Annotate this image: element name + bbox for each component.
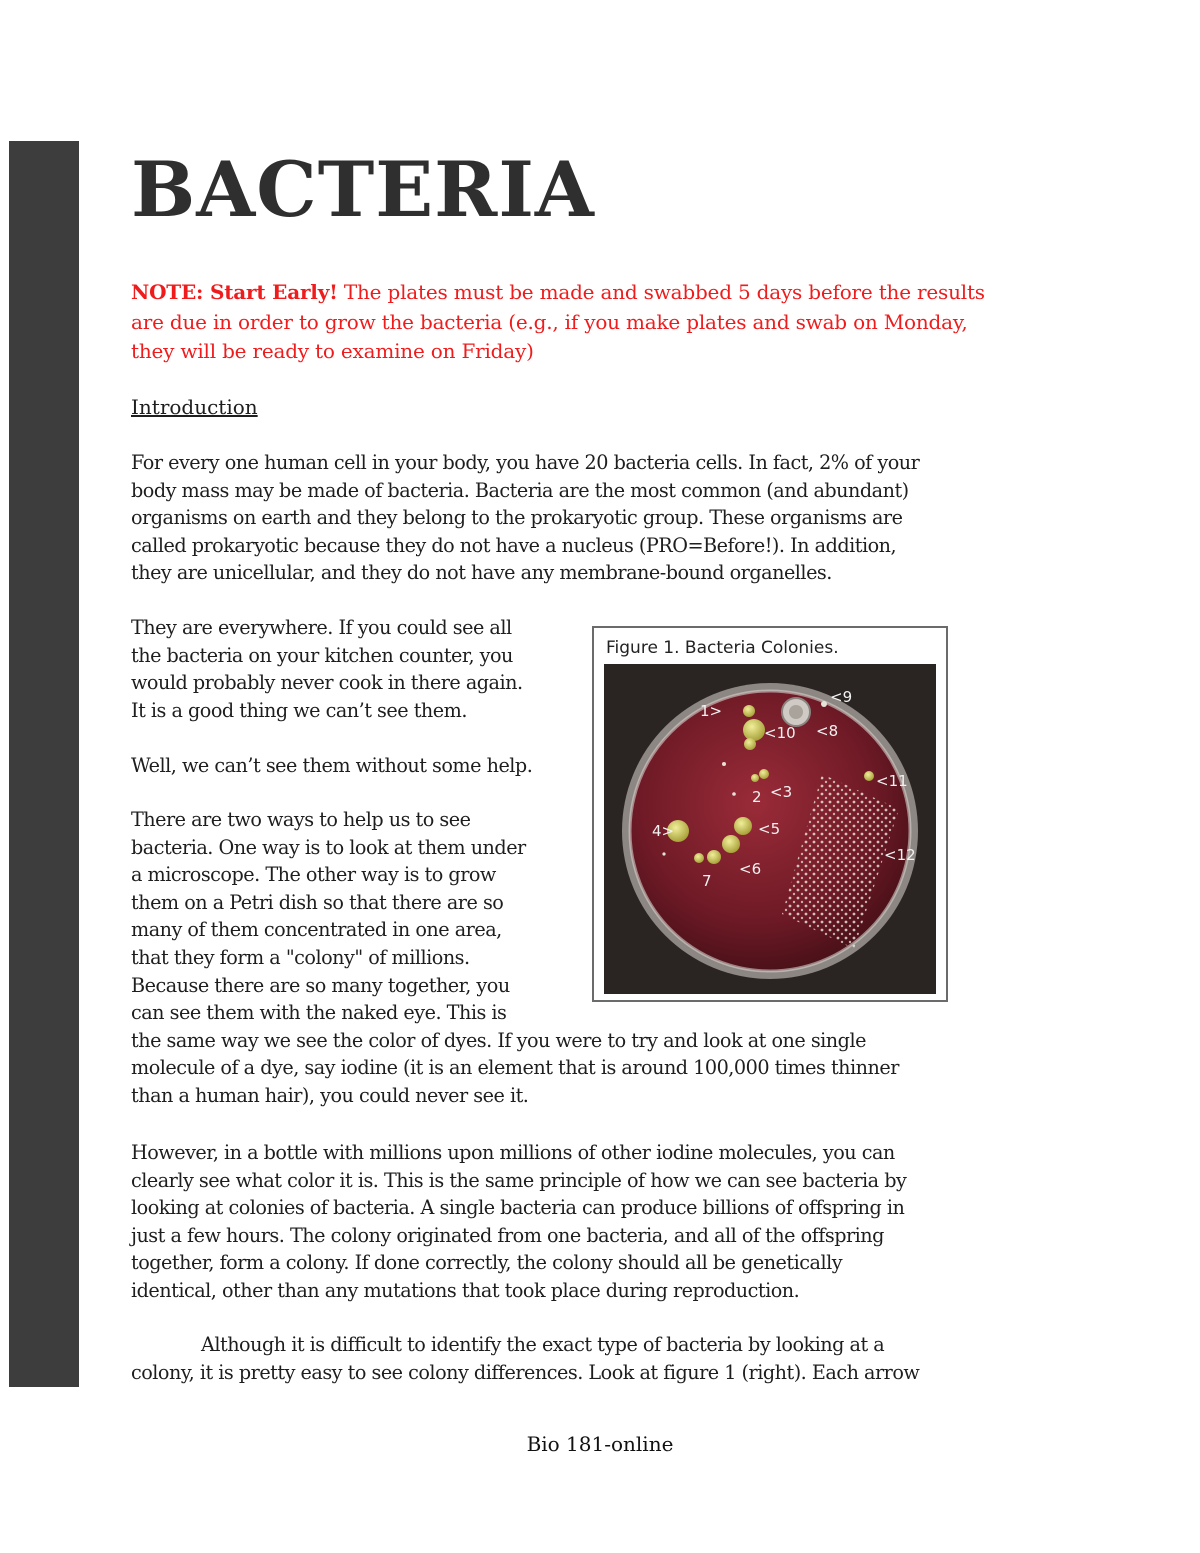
colony-label-12: <12	[884, 846, 916, 864]
text-line: For every one human cell in your body, you have 20 bacteria cells. In fact, 2% of your	[131, 451, 920, 474]
decorative-sidebar	[9, 141, 79, 1387]
colony-label-4: 4>	[652, 822, 675, 840]
text-line: would probably never cook in there again.	[131, 671, 523, 695]
colony-5	[734, 817, 752, 835]
text-line: molecule of a dye, say iodine (it is an element that is around 100,000 times thinner	[131, 1056, 899, 1080]
text-line: However, in a bottle with millions upon millions of other iodine molecules, you can	[131, 1141, 895, 1164]
text-line: There are two ways to help us to see	[131, 808, 471, 831]
text-line: Well, we can’t see them without some help.	[131, 754, 533, 777]
text-line: can see them with the naked eye. This is	[131, 1001, 507, 1025]
text-line: they are unicellular, and they do not have any membrane-bound organelles.	[131, 561, 832, 585]
colony-label-2: 2	[752, 788, 762, 806]
colony-label-6: <6	[739, 860, 762, 878]
paragraph-everywhere	[131, 614, 523, 724]
note-bold-lead: NOTE: Start Early!	[131, 280, 338, 304]
colony-1	[743, 705, 755, 717]
speck	[722, 762, 726, 766]
introduction-heading: Introduction	[131, 395, 258, 419]
text-line: clearly see what color it is. This is the same principle of how we can see bacteria by	[131, 1168, 907, 1192]
paragraph-help	[131, 752, 532, 780]
colony-label-10: <10	[764, 724, 796, 742]
text-line: the bacteria on your kitchen counter, you	[131, 643, 513, 667]
colony-10b	[744, 738, 756, 750]
paragraph-colony-differences	[131, 1331, 919, 1386]
text-line: Although it is difficult to identify the exact type of bacteria by looking at a	[201, 1333, 885, 1356]
colony-7	[694, 853, 704, 863]
text-line: them on a Petri dish so that there are so	[131, 890, 504, 914]
page-title: BACTERIA	[131, 145, 595, 234]
colony-6	[722, 835, 740, 853]
text-line: that they form a "colony" of millions.	[131, 945, 470, 969]
note-text: The plates must be made and swabbed 5 days before the results are due in order to grow the bacteria (e.g., if you make plates and swab on Monday, they will be ready to examine on Friday)	[131, 280, 985, 363]
text-line: body mass may be made of bacteria. Bacteria are the most common (and abundant)	[131, 478, 909, 502]
text-line: just a few hours. The colony originated from one bacteria, and all of the offspring	[131, 1223, 884, 1247]
figure-1	[592, 626, 948, 1002]
figure-caption: Figure 1. Bacteria Colonies.	[606, 638, 839, 658]
colony-2	[751, 774, 759, 782]
text-line: a microscope. The other way is to grow	[131, 863, 496, 887]
colony-label-3: <3	[770, 783, 793, 801]
colony-9	[821, 701, 827, 707]
text-line: Because there are so many together, you	[131, 973, 510, 997]
colony-6b	[707, 850, 721, 864]
paragraph-intro	[131, 449, 919, 587]
text-line: called prokaryotic because they do not have a nucleus (PRO=Before!). In addition,	[131, 533, 897, 557]
note-paragraph	[131, 278, 1011, 367]
colony-3	[759, 769, 769, 779]
colony-label-11: <11	[876, 772, 908, 790]
text-line: It is a good thing we can’t see them.	[131, 698, 467, 722]
colony-label-7: 7	[702, 872, 712, 890]
text-line: organisms on earth and they belong to the prokaryotic group. These organisms are	[131, 506, 903, 530]
colony-label-9: <9	[830, 688, 853, 706]
text-line: identical, other than any mutations that took place during reproduction.	[131, 1278, 800, 1302]
text-line: They are everywhere. If you could see all	[131, 616, 512, 639]
colony-10	[743, 719, 765, 741]
text-line: the same way we see the color of dyes. If you were to try and look at one single	[131, 1028, 866, 1052]
text-line: bacteria. One way is to look at them under	[131, 835, 526, 859]
colony-label-1: 1>	[700, 702, 723, 720]
paragraph-iodine	[131, 1139, 906, 1305]
colony-label-5: <5	[758, 820, 781, 838]
petri-dish-photo	[604, 664, 936, 994]
speck	[732, 792, 736, 796]
text-line: many of them concentrated in one area,	[131, 918, 502, 942]
colony-11	[864, 771, 874, 781]
text-line: looking at colonies of bacteria. A single bacteria can produce billions of offspring in	[131, 1196, 905, 1220]
colony-label-8: <8	[816, 722, 839, 740]
text-line: than a human hair), you could never see it.	[131, 1083, 529, 1107]
text-line: together, form a colony. If done correctly, the colony should all be genetically	[131, 1251, 843, 1275]
colony-8-center	[789, 705, 803, 719]
text-line: colony, it is pretty easy to see colony differences. Look at figure 1 (right). Each arrow	[131, 1360, 920, 1384]
speck	[662, 852, 665, 855]
page-footer: Bio 181-online	[526, 1432, 674, 1456]
